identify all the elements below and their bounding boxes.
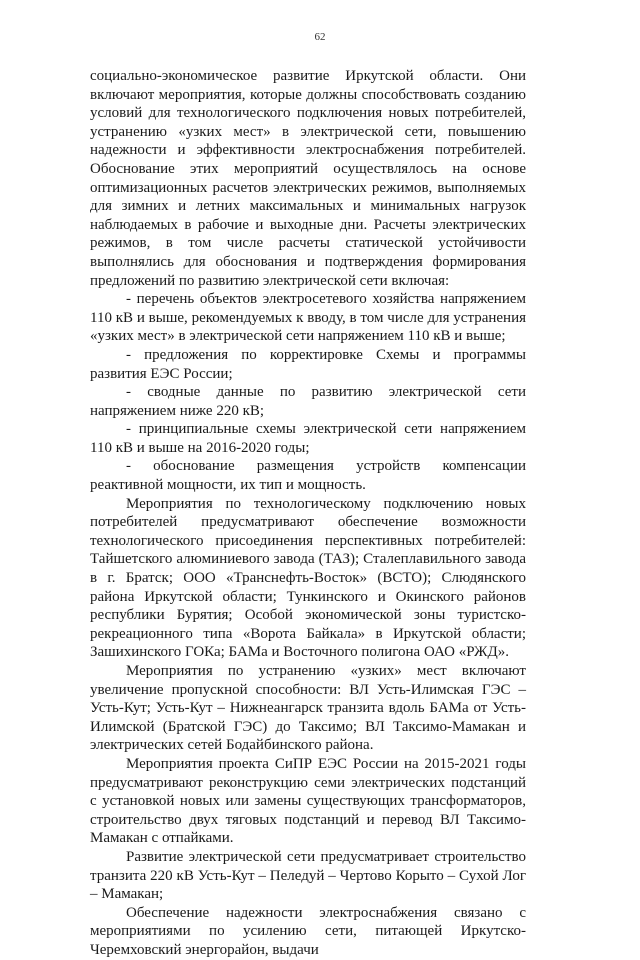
paragraph-sipr-project: Мероприятия проекта СиПР ЕЭС России на 2015-2021 годы предусматривают реконструкцию семи электрических подстанций с установкой новых или замены существующих трансформаторов, строительство двух тяговых подстанций и перевод ВЛ Таксимо-Мамакан с отпайками. bbox=[90, 755, 526, 847]
list-item-facilities: - перечень объектов электросетевого хозяйства напряжением 110 кВ и выше, рекомендуемых к вводу, в том числе для устранения «узких мест» в электрической сети напряжением 110 кВ и выше; bbox=[90, 291, 526, 345]
list-item-schematics: - принципиальные схемы электрической сети напряжением 110 кВ и выше на 2016-2020 годы; bbox=[90, 421, 526, 456]
paragraph-intro: социально-экономическое развитие Иркутской области. Они включают мероприятия, которые должны способствовать созданию условий для технологического подключения новых потребителей, устранению «узких мест» в электрической сети, повышению надежности и эффективности электроснабжения потребителей. Обоснование этих мероприятий осуществлялось на основе оптимизационных расчетов электрических режимов, выполняемых для зимних и летних максимальных и минимальных нагрузок наблюдаемых в рабочие и выходные дни. Расчеты электрических режимов, в том числе расчеты статической устойчивости выполнялись для обоснования и подтверждения формирования предложений по развитию электрической сети включая: bbox=[90, 68, 526, 289]
document-body bbox=[90, 67, 526, 960]
paragraph-reliability: Обеспечение надежности электроснабжения связано с мероприятиями по усилению сети, питающей Иркутско-Черемховский энергорайон, выдачи bbox=[90, 904, 526, 958]
paragraph-bottleneck-measures: Мероприятия по устранению «узких» мест включают увеличение пропускной способности: ВЛ Усть-Илимская ГЭС – Усть-Кут; Усть-Кут – Нижнеангарск транзита вдоль БАМа от Усть-Илимской (Братской ГЭС) до Таксимо; ВЛ Таксимо-Мамакан и электрических сетей Бодайбинского района. bbox=[90, 663, 526, 754]
list-item-compensation: - обоснование размещения устройств компенсации реактивной мощности, их тип и мощность. bbox=[90, 458, 526, 494]
list-item-proposals: - предложения по корректировке Схемы и программы развития ЕЭС России; bbox=[90, 346, 526, 382]
paragraph-connection-measures: Мероприятия по технологическому подключению новых потребителей предусматривают обеспечение возможности технологического присоединения перспективных потребителей: Тайшетского алюминиевого завода (ТАЗ); Сталеплавильного завода в г. Братск; ООО «Транснефть-Восток» (ВСТО); Слюдянского района Иркутской области; Тункинского и Окинского районов республики Бурятия; Особой экономической зоны туристско-рекреационного типа «Ворота Байкала» в Иркутской области; Зашихинского ГОКа; БАМа и Восточного полигона ОАО «РЖД». bbox=[90, 495, 526, 661]
list-item-summary-data: - сводные данные по развитию электрической сети напряжением ниже 220 кВ; bbox=[90, 384, 526, 419]
page-number: 62 bbox=[314, 31, 326, 43]
paragraph-transit-development: Развитие электрической сети предусматривает строительство транзита 220 кВ Усть-Кут – Пеледуй – Чертово Корыто – Сухой Лог – Мамакан; bbox=[90, 848, 526, 903]
